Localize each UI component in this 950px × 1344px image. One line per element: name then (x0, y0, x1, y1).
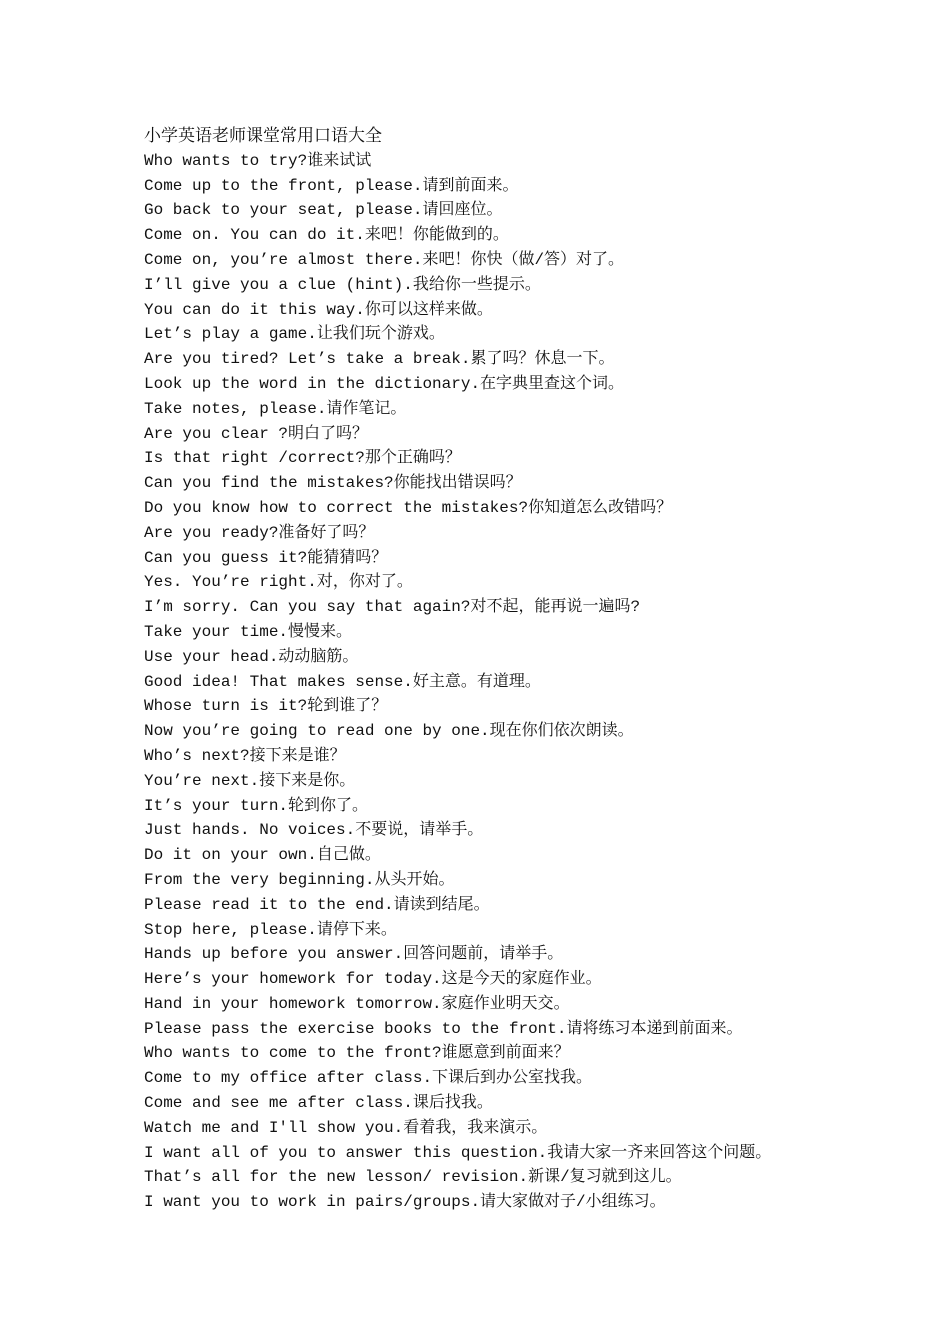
phrase-line: Go back to your seat, please.请回座位。 (144, 201, 503, 220)
document-title: 小学英语老师课堂常用口语大全 (144, 126, 382, 146)
phrase-line: Stop here, please.请停下来。 (144, 920, 397, 939)
phrase-line: You can do it this way.你可以这样来做。 (144, 300, 493, 319)
phrase-line: Come and see me after class.课后找我。 (144, 1094, 493, 1113)
phrase-line: Just hands. No voices.不要说，请举手。 (144, 821, 484, 840)
phrase-line: You’re next.接下来是你。 (144, 771, 356, 790)
phrase-line: Hand in your homework tomorrow.家庭作业明天交。 (144, 994, 570, 1013)
phrase-line: Watch me and I'll show you.看着我，我来演示。 (144, 1118, 548, 1137)
phrase-line: I’m sorry. Can you say that again?对不起，能再说一遍吗? (144, 598, 641, 617)
phrase-line: Come on. You can do it.来吧！你能做到的。 (144, 226, 509, 245)
phrase-line: Yes. You’re right.对，你对了。 (144, 573, 413, 592)
phrase-line: Take your time.慢慢来。 (144, 622, 353, 641)
phrase-list (144, 149, 924, 1215)
phrase-line: Can you guess it?能猜猜吗？ (144, 548, 388, 567)
document-body (144, 124, 924, 1215)
phrase-line: Look up the word in the dictionary.在字典里查这个词。 (144, 374, 625, 393)
phrase-line: Let’s play a game.让我们玩个游戏。 (144, 325, 445, 344)
phrase-line: Please read it to the end.请读到结尾。 (144, 895, 490, 914)
phrase-line: Here’s your homework for today.这是今天的家庭作业。 (144, 970, 602, 989)
phrase-line: I want you to work in pairs/groups.请大家做对子/小组练习。 (144, 1193, 666, 1212)
phrase-line: Can you find the mistakes?你能找出错误吗？ (144, 474, 522, 493)
phrase-line: Please pass the exercise books to the front.请将练习本递到前面来。 (144, 1019, 743, 1038)
phrase-line: Take notes, please.请作笔记。 (144, 399, 407, 418)
phrase-line: Who wants to come to the front?谁愿意到前面来？ (144, 1044, 570, 1063)
phrase-line: Who’s next?接下来是谁？ (144, 746, 346, 765)
phrase-line: Now you’re going to read one by one.现在你们依次朗读。 (144, 722, 634, 741)
phrase-line: Are you tired? Let’s take a break.累了吗？休息一下。 (144, 350, 615, 369)
phrase-line: Come to my office after class.下课后到办公室找我。 (144, 1069, 593, 1088)
phrase-line: It’s your turn.轮到你了。 (144, 796, 369, 815)
phrase-line: Are you clear ?明白了吗？ (144, 424, 369, 443)
phrase-line: Do you know how to correct the mistakes?你知道怎么改错吗？ (144, 498, 673, 517)
phrase-line: Is that right /correct?那个正确吗？ (144, 449, 461, 468)
phrase-line: Hands up before you answer.回答问题前，请举手。 (144, 945, 564, 964)
phrase-line: Good idea! That makes sense.好主意。有道理。 (144, 672, 541, 691)
phrase-line: Use your head.动动脑筋。 (144, 647, 359, 666)
phrase-line: I want all of you to answer this question.我请大家一齐来回答这个问题。 (144, 1143, 772, 1162)
phrase-line: Come up to the front, please.请到前面来。 (144, 176, 519, 195)
phrase-line: Come on, you’re almost there.来吧！你快（做/答）对了。 (144, 250, 625, 269)
phrase-line: Who wants to try?谁来试试 (144, 151, 372, 170)
phrase-line: Are you ready?准备好了吗？ (144, 523, 375, 542)
phrase-line: From the very beginning.从头开始。 (144, 870, 455, 889)
phrase-line: That’s all for the new lesson/ revision.新课/复习就到这儿。 (144, 1168, 682, 1187)
phrase-line: I’ll give you a clue (hint).我给你一些提示。 (144, 275, 541, 294)
phrase-line: Do it on your own.自己做。 (144, 846, 381, 865)
phrase-line: Whose turn is it?轮到谁了？ (144, 697, 388, 716)
